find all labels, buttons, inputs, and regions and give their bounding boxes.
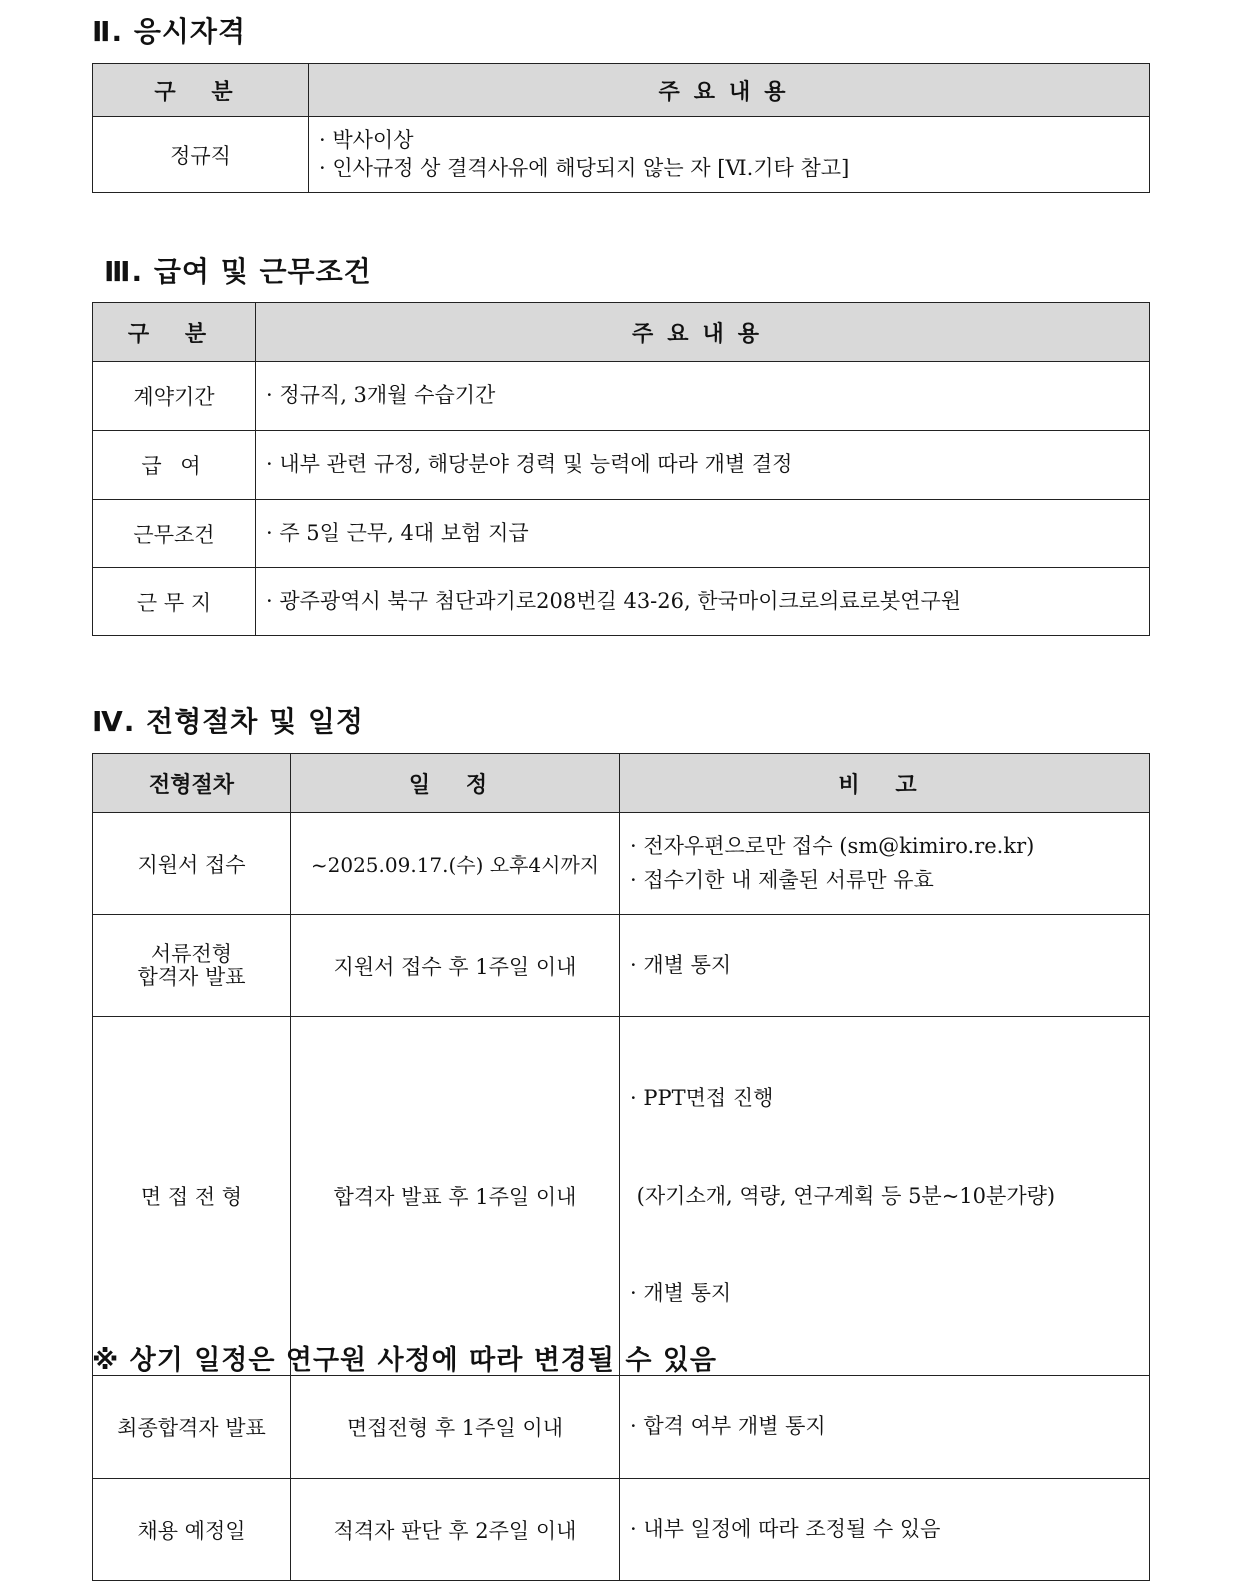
table-header-row (93, 754, 1150, 813)
step-label-line: 합격자 발표 (137, 964, 246, 989)
content-line: · 박사이상 (319, 128, 414, 153)
step-label: 최종합격자 발표 (93, 1376, 291, 1479)
section-title-selection-procedure: Ⅳ. 전형절차 및 일정 (92, 705, 364, 738)
header-procedure: 전형절차 (93, 754, 291, 813)
table-row (93, 500, 1150, 568)
step-label (93, 915, 291, 1017)
table-row (93, 813, 1150, 915)
row-label: 근 무 지 (93, 568, 256, 636)
table-row (93, 915, 1150, 1017)
content-line: · 인사규정 상 결격사유에 해당되지 않는 자 [Ⅵ.기타 참고] (319, 155, 850, 180)
row-content: · 광주광역시 북구 첨단과기로208번길 43-26, 한국마이크로의료로봇연구원 (256, 568, 1150, 636)
table-row (93, 431, 1150, 500)
step-remarks (620, 1017, 1150, 1376)
step-schedule: 지원서 접수 후 1주일 이내 (291, 915, 620, 1017)
table-header-row (93, 64, 1150, 117)
row-content: · 내부 관련 규정, 해당분야 경력 및 능력에 따라 개별 결정 (256, 431, 1150, 500)
header-category: 구 분 (93, 303, 256, 362)
table-row (93, 1479, 1150, 1581)
header-category: 구 분 (93, 64, 309, 117)
row-label: 근무조건 (93, 500, 256, 568)
table-row (93, 362, 1150, 431)
table-row (93, 1017, 1150, 1376)
header-schedule: 일 정 (291, 754, 620, 813)
step-schedule: 적격자 판단 후 2주일 이내 (291, 1479, 620, 1581)
step-schedule: 합격자 발표 후 1주일 이내 (291, 1017, 620, 1376)
step-label: 면 접 전 형 (93, 1017, 291, 1376)
header-main-content: 주요내용 (256, 303, 1150, 362)
step-remarks (620, 813, 1150, 915)
step-label-line: 서류전형 (150, 942, 233, 967)
table-header-row (93, 303, 1150, 362)
step-remarks (620, 915, 1150, 1017)
table-row (93, 1376, 1150, 1479)
remark-line: · 합격 여부 개별 통지 (630, 1414, 826, 1439)
row-label: 급 여 (93, 431, 256, 500)
remark-line: · PPT면접 진행 (630, 1086, 774, 1111)
row-content: · 주 5일 근무, 4대 보험 지급 (256, 500, 1150, 568)
step-schedule: 면접전형 후 1주일 이내 (291, 1376, 620, 1479)
header-remarks: 비 고 (620, 754, 1150, 813)
row-label: 계약기간 (93, 362, 256, 431)
step-remarks (620, 1479, 1150, 1581)
section-title-eligibility: Ⅱ. 응시자격 (92, 15, 247, 48)
row-content (309, 117, 1150, 193)
remark-line: · 개별 통지 (630, 1281, 732, 1306)
remark-line: (자기소개, 역량, 연구계획 등 5분~10분가량) (630, 1183, 1056, 1208)
selection-schedule-table (92, 753, 1150, 1581)
section-title-salary: Ⅲ. 급여 및 근무조건 (104, 255, 372, 288)
row-label: 정규직 (93, 117, 309, 193)
eligibility-table (92, 63, 1150, 193)
table-row (93, 568, 1150, 636)
remark-line: · 개별 통지 (630, 952, 732, 977)
table-row (93, 117, 1150, 193)
salary-table (92, 302, 1150, 636)
remark-line: · 내부 일정에 따라 조정될 수 있음 (630, 1516, 941, 1541)
row-content: · 정규직, 3개월 수습기간 (256, 362, 1150, 431)
remark-line: · 전자우편으로만 접수 (sm@kimiro.re.kr) (630, 833, 1035, 858)
schedule-change-footnote: ※ 상기 일정은 연구원 사정에 따라 변경될 수 있음 (92, 1345, 718, 1376)
header-main-content: 주요내용 (309, 64, 1150, 117)
step-label: 지원서 접수 (93, 813, 291, 915)
remark-line: · 접수기한 내 제출된 서류만 유효 (630, 867, 934, 892)
step-schedule: ~2025.09.17.(수) 오후4시까지 (291, 813, 620, 915)
step-remarks (620, 1376, 1150, 1479)
step-label: 채용 예정일 (93, 1479, 291, 1581)
